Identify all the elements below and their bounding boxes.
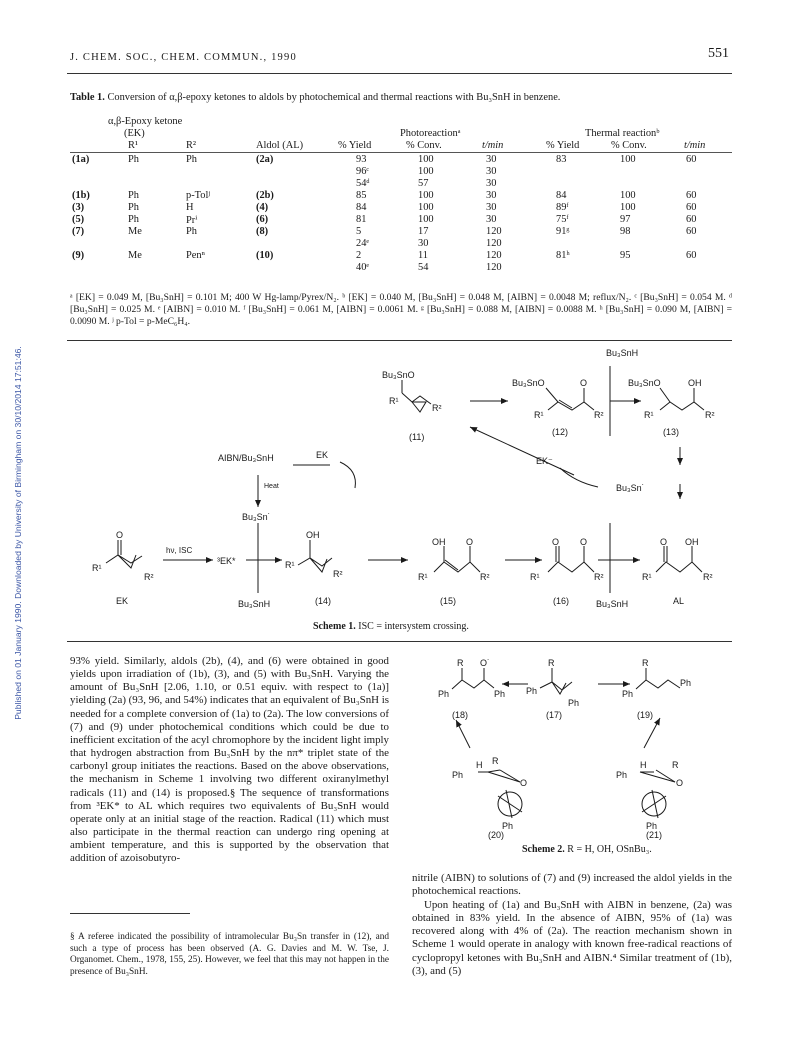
s1-label-16: (16) xyxy=(553,596,570,606)
s1-o-12: O xyxy=(580,378,588,388)
s2-ph-21a: Ph xyxy=(616,770,628,780)
s2-r-17: R xyxy=(548,658,555,668)
s2-ph-19a: Ph xyxy=(622,689,634,699)
s1-r2-13: R² xyxy=(705,410,715,420)
header-r1: R¹ xyxy=(128,140,139,151)
table-cell-tc: 100 xyxy=(620,190,636,201)
header-yield-photo: % Yield xyxy=(338,140,372,151)
table-cell-tt: 60 xyxy=(686,250,697,261)
s1-bu3snh-top: Bu₃SnH xyxy=(606,348,639,358)
s2-o-18: O˙ xyxy=(480,658,490,668)
table-cell-pc: 100 xyxy=(418,214,434,225)
s1-label-15: (15) xyxy=(440,596,457,606)
s2-h-21: H xyxy=(640,760,647,770)
s2-label-19: (19) xyxy=(637,710,654,720)
table-cell-pc: 100 xyxy=(418,166,434,177)
table-cell-pc: 54 xyxy=(418,262,429,273)
s2-ph-20a: Ph xyxy=(452,770,464,780)
table-cell-pc: 100 xyxy=(418,154,434,165)
s2-label-18: (18) xyxy=(452,710,469,720)
table-cell-pt: 120 xyxy=(486,238,502,249)
s1-bu3sno-11: Bu₃SnO xyxy=(382,370,415,380)
s1-bu3sno-13: Bu₃SnO xyxy=(628,378,661,388)
table-cell-py: 81 xyxy=(356,214,367,225)
body-text-right-p2: Upon heating of (1a) and Bu₃SnH with AIBN in benzene, (2a) was obtained in 83% yield. In the absence of AIBN, 95% of (1a) was recovered along with 4% of (2a). The reaction mechanism shown in Scheme 1 would operate in analogy with known free-radical reactions of cyclopropyl ketones with Bu₃SnH and AIBN.⁴ Similar treatment of (1b), (3), and (5) xyxy=(412,899,732,977)
table-cell-ty: 81ʰ xyxy=(556,250,570,261)
table-cell-r1: Me xyxy=(128,226,142,237)
s1-heat: Heat xyxy=(264,483,279,490)
s1-aibn: AIBN/Bu₃SnH xyxy=(218,453,274,463)
table-cell-py: 85 xyxy=(356,190,367,201)
s1-r1-al: R¹ xyxy=(642,572,652,582)
header-yield-thermal: % Yield xyxy=(546,140,580,151)
s2-label-17: (17) xyxy=(546,710,563,720)
footnote-rule xyxy=(70,913,190,914)
s2-ph-21b: Ph xyxy=(646,821,658,831)
s1-r2-12: R² xyxy=(594,410,604,420)
table-cell-tc: 97 xyxy=(620,214,631,225)
table-cell-pt: 120 xyxy=(486,250,502,261)
page-number: 551 xyxy=(708,46,729,61)
s1-o-16b: O xyxy=(580,537,588,547)
s1-r1-ek: R¹ xyxy=(92,563,102,573)
s1-ek-small: EK xyxy=(316,450,329,460)
table-cell-al: (4) xyxy=(256,202,269,213)
table-cell-al: (2b) xyxy=(256,190,274,201)
table-caption: Table 1. Conversion of α,β-epoxy ketones to aldols by photochemical and thermal reactions with Bu₃SnH in benzene. xyxy=(70,92,561,103)
s1-r2-ek: R² xyxy=(144,572,154,582)
s1-r1-12: R¹ xyxy=(534,410,544,420)
s1-o-ek: O xyxy=(116,530,124,540)
s1-bu3snh-bottom-left: Bu₃SnH xyxy=(238,599,271,609)
table-cell-cmpd: (9) xyxy=(72,250,85,261)
table-cell-pt: 120 xyxy=(486,226,502,237)
table-cell-r2: Ph xyxy=(186,226,197,237)
table-cell-pc: 100 xyxy=(418,202,434,213)
s1-bu3snh-bottom-right: Bu₃SnH xyxy=(596,599,629,609)
s2-ph-18b: Ph xyxy=(494,689,506,699)
s2-ph-20b: Ph xyxy=(502,821,514,831)
table-cell-cmpd: (1b) xyxy=(72,190,90,201)
s1-r2-al: R² xyxy=(703,572,713,582)
table-cell-r2: Prⁱ xyxy=(186,215,198,226)
s1-bu3sn-radical-right: Bu₃Sn˙ xyxy=(616,483,645,493)
s1-hv-isc: hν, ISC xyxy=(166,546,193,555)
table-cell-py: 84 xyxy=(356,202,367,213)
table-cell-tt: 60 xyxy=(686,154,697,165)
header-conv-photo: % Conv. xyxy=(406,140,442,151)
table-cell-ty: 84 xyxy=(556,190,567,201)
table-cell-cmpd: (7) xyxy=(72,226,85,237)
s2-ph-19b: Ph xyxy=(680,678,692,688)
s1-oh-14: OH xyxy=(306,530,320,540)
table-cell-ty: 89ᶠ xyxy=(556,202,569,213)
s2-o-20: O xyxy=(520,778,528,788)
table-cell-al: (8) xyxy=(256,226,269,237)
table-cell-ty: 91ᵍ xyxy=(556,226,570,237)
s1-oh-al: OH xyxy=(685,537,699,547)
s2-label-21: (21) xyxy=(646,830,663,840)
s1-ek-label: EK xyxy=(116,596,129,606)
table-cell-pc: 11 xyxy=(418,250,429,261)
s1-label-al: AL xyxy=(673,596,685,606)
table-cell-r1: Ph xyxy=(128,202,139,213)
table-cell-ty: 75ᶠ xyxy=(556,214,569,225)
table-cell-cmpd: (1a) xyxy=(72,154,90,165)
scheme-1-caption: Scheme 1. ISC = intersystem crossing. xyxy=(313,621,469,632)
s1-oh-15: OH xyxy=(432,537,446,547)
s1-r1-16: R¹ xyxy=(530,572,540,582)
header-ek: α,β-Epoxy ketone xyxy=(108,116,183,127)
s1-r1-14: R¹ xyxy=(285,560,295,570)
table-cell-pc: 30 xyxy=(418,238,429,249)
table-cell-r1: Ph xyxy=(128,214,139,225)
table-cell-py: 5 xyxy=(356,226,362,237)
table-cell-tt: 60 xyxy=(686,214,697,225)
header-r2: R² xyxy=(186,140,197,151)
table-cell-ty: 83 xyxy=(556,154,567,165)
s1-r2-16: R² xyxy=(594,572,604,582)
header-ek-abbr: (EK) xyxy=(124,128,145,139)
table-cell-pc: 17 xyxy=(418,226,429,237)
table-cell-pt: 30 xyxy=(486,202,497,213)
scheme-bottom-rule xyxy=(67,641,732,642)
table-cell-py: 24ᵉ xyxy=(356,238,370,249)
running-head: J. CHEM. SOC., CHEM. COMMUN., 1990 xyxy=(70,52,297,63)
table-cell-tc: 98 xyxy=(620,226,631,237)
s1-r2-15: R² xyxy=(480,572,490,582)
s2-ph-18a: Ph xyxy=(438,689,450,699)
s2-r-18: R xyxy=(457,658,464,668)
table-cell-tt: 60 xyxy=(686,226,697,237)
s1-label-11: (11) xyxy=(409,432,425,442)
table-cell-cmpd: (3) xyxy=(72,202,85,213)
s2-label-20: (20) xyxy=(488,830,505,840)
table-cell-py: 96ᶜ xyxy=(356,166,370,177)
s1-label-12: (12) xyxy=(552,427,569,437)
body-text-left: 93% yield. Similarly, aldols (2b), (4), and (6) were obtained in good yields upon irradiation of (1b), (3), and (5) with Bu₃SnH. Varying the amount of Bu₃SnH [2.06, 1.10, or 0.51 equiv. with respect to (1a)] yielding (2a) (93, 96, and 54%) indicates that an equivalent of Bu₃SnH is needed for a complete conversion of (1a) to (2a). The low conversions of (7) and (9) under photochemical conditions which could be due to inefficient excitation of the acyl chromophore by the incident light imply that hydrogen abstraction from Bu₃SnH by the nπ* triplet state of the carbonyl group initiates the reactions. Based on the above observations, the mechanism in Scheme 1 involving two different oxiranylmethyl radicals (11) and (14) is proposed.§ The sequence of transformations from ³EK* to AL which requires two equivalents of Bu₃SnH would operate only at an initial stage of the reaction. Radical (11) which must also participate in the thermal reaction can undergo ring opening at ambient temperature, and this is supported by the observation that addition of azoisobutyro- xyxy=(70,655,389,865)
s1-label-14: (14) xyxy=(315,596,332,606)
table-cell-py: 40ᵉ xyxy=(356,262,370,273)
s2-r-21: R xyxy=(672,760,679,770)
table-cell-tc: 100 xyxy=(620,154,636,165)
s1-o-15: O xyxy=(466,537,474,547)
table-cell-r1: Ph xyxy=(128,190,139,201)
body-text-right-p1: nitrile (AIBN) to solutions of (7) and (9) increased the aldol yields in the photochemical reactions. xyxy=(412,872,732,898)
s1-ek-minus: EK⁻ xyxy=(536,456,553,466)
header-aldol: Aldol (AL) xyxy=(256,140,304,151)
table-cell-r2: Penⁿ xyxy=(186,250,205,261)
header-photoreaction: Photoreactionᵃ xyxy=(400,128,461,139)
s1-o-16a: O xyxy=(552,537,560,547)
s1-3ek-star: ³EK* xyxy=(217,556,236,566)
s2-ph-17b: Ph xyxy=(568,698,580,708)
table-cell-pt: 30 xyxy=(486,190,497,201)
scheme-1 xyxy=(0,340,799,625)
table-cell-py: 54ᵈ xyxy=(356,178,370,189)
s1-label-13: (13) xyxy=(663,427,680,437)
s1-r1-13: R¹ xyxy=(644,410,654,420)
table-cell-al: (2a) xyxy=(256,154,274,165)
table-cell-tc: 100 xyxy=(620,202,636,213)
table-cell-pt: 30 xyxy=(486,166,497,177)
s1-r1-15: R¹ xyxy=(418,572,428,582)
footnote-section: § A referee indicated the possibility of intramolecular Bu₃Sn transfer in (12), and such a type of process has been observed (A. G. Davies and M. W. Tse, J. Organomet. Chem., 1978, 155, 25). However, we feel that this may not happen in the presence of Bu₃SnH. xyxy=(70,932,389,977)
s1-r1-11: R¹ xyxy=(389,396,399,406)
table-cell-pt: 30 xyxy=(486,154,497,165)
table-cell-py: 2 xyxy=(356,250,362,261)
header-conv-thermal: % Conv. xyxy=(611,140,647,151)
table-cell-tt: 60 xyxy=(686,190,697,201)
s2-o-21: O xyxy=(676,778,684,788)
table-cell-r1: Me xyxy=(128,250,142,261)
table-cell-r2: Ph xyxy=(186,154,197,165)
table-cell-cmpd: (5) xyxy=(72,214,85,225)
table-cell-py: 93 xyxy=(356,154,367,165)
s1-r2-14: R² xyxy=(333,569,343,579)
s1-oh-13: OH xyxy=(688,378,702,388)
s2-r-19: R xyxy=(642,658,649,668)
scheme-2 xyxy=(412,650,732,860)
s1-bu3sn-radical-left: Bu₃Sn˙ xyxy=(242,512,271,522)
table-cell-tc: 95 xyxy=(620,250,631,261)
table-cell-pt: 30 xyxy=(486,214,497,225)
table-cell-al: (10) xyxy=(256,250,274,261)
s1-o-al: O xyxy=(660,537,668,547)
table-cell-r1: Ph xyxy=(128,154,139,165)
table-footnote: ᵃ [EK] = 0.049 M, [Bu₃SnH] = 0.101 M; 400 W Hg-lamp/Pyrex/N₂. ᵇ [EK] = 0.040 M, [Bu₃SnH] = 0.048 M, [AIBN] = 0.0048 M; reflux/N₂. ᶜ [Bu₃SnH] = 0.054 M. ᵈ [Bu₃SnH] = 0.025 M. ᵉ [AIBN] = 0.010 M. ᶠ [Bu₃SnH] = 0.061 M, [AIBN] = 0.0061 M. ᵍ [Bu₃SnH] = 0.088 M, [AIBN] = 0.0088 M. ʰ [Bu₃SnH] = 0.090 M, [AIBN] = 0.0090 M. ʲ p-Tol = p-MeC₆H₄. xyxy=(70,292,732,327)
table-cell-pt: 30 xyxy=(486,178,497,189)
table-cell-pc: 57 xyxy=(418,178,429,189)
table-cell-pt: 120 xyxy=(486,262,502,273)
s2-r-20: R xyxy=(492,756,499,766)
s1-bu3sno-12: Bu₃SnO xyxy=(512,378,545,388)
download-watermark: Published on 01 January 1990. Downloaded by University of Birmingham on 30/10/2014 17:51:46. xyxy=(13,346,23,720)
header-time-photo: t/min xyxy=(482,140,504,151)
header-time-thermal: t/min xyxy=(684,140,706,151)
table-cell-r2: H xyxy=(186,202,194,213)
s1-r2-11: R² xyxy=(432,403,442,413)
table-header-rule xyxy=(70,152,732,153)
s2-h-20: H xyxy=(476,760,483,770)
table-cell-tt: 60 xyxy=(686,202,697,213)
table-cell-pc: 100 xyxy=(418,190,434,201)
s2-ph-17a: Ph xyxy=(526,686,538,696)
table-cell-al: (6) xyxy=(256,214,269,225)
header-thermal: Thermal reactionᵇ xyxy=(585,128,660,139)
scheme-2-caption: Scheme 2. R = H, OH, OSnBu₃. xyxy=(522,844,652,855)
table-cell-r2: p-Tolʲ xyxy=(186,190,210,201)
table-1 xyxy=(0,0,799,300)
